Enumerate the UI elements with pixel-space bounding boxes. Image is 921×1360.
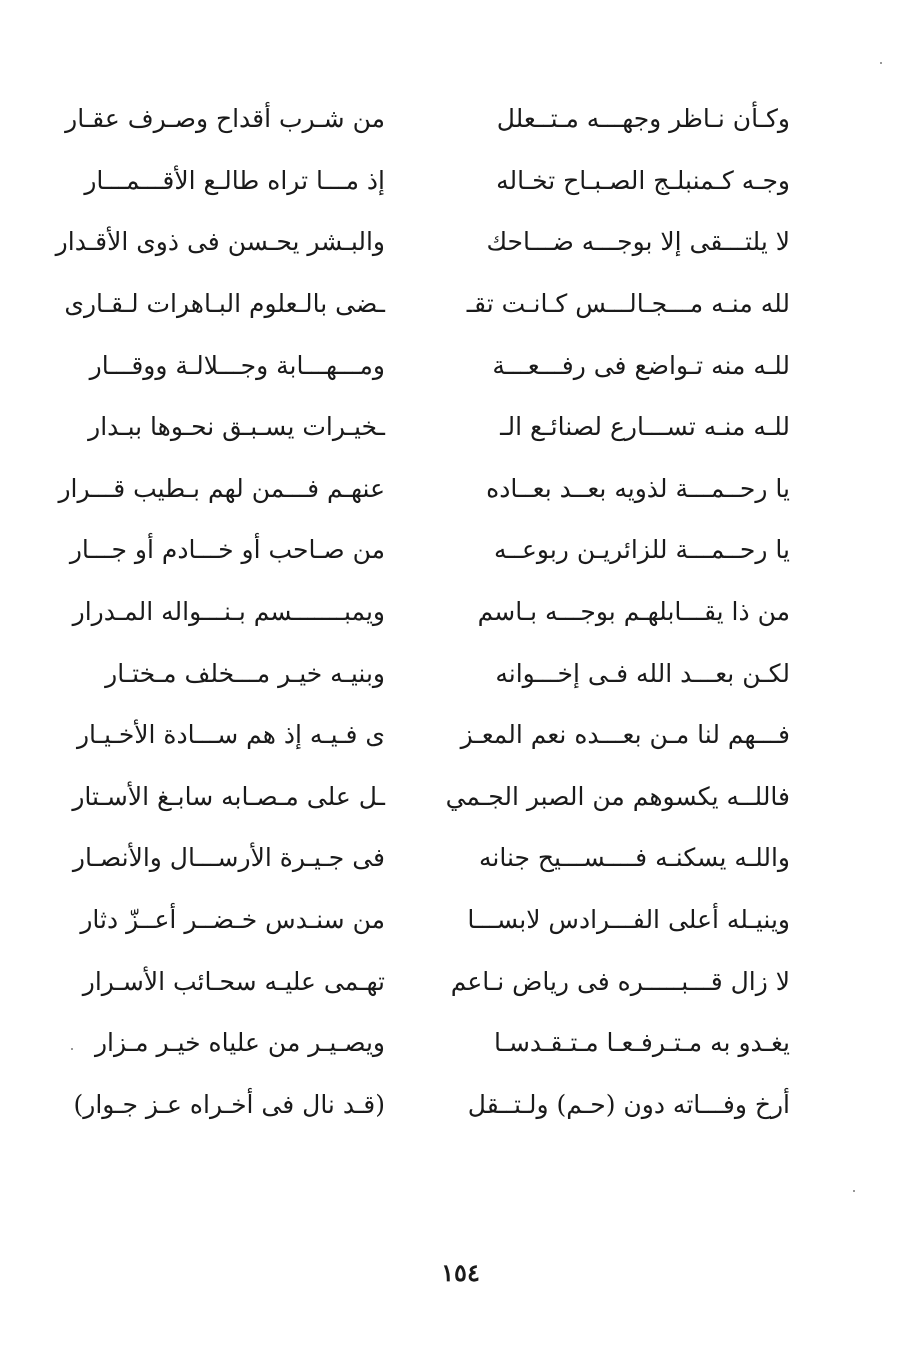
verse xyxy=(60,827,820,889)
verse-first-hemistich: من ذا يقـــابلهـم بوجـــه بـاسم xyxy=(477,597,790,627)
verse-first-hemistich: وكـأن نـاظر وجهـــه مـتــعلل xyxy=(496,104,790,134)
verse xyxy=(60,334,820,396)
verse xyxy=(60,766,820,828)
verse xyxy=(60,1074,820,1136)
verse-first-hemistich: للـه منه تـواضع فى رفـــعـــة xyxy=(492,350,790,380)
verse-second-hemistich: ـضى بالـعلوم البـاهرات لـقـارى xyxy=(64,289,385,319)
verse-first-hemistich: يغـدو به مـتـرفـعـا مـتـقـدسـا xyxy=(494,1028,790,1058)
verse-second-hemistich: وبنيـه خيـر مـــخلف مـختـار xyxy=(105,658,385,688)
verse-first-hemistich: أرخ وفـــاته دون (حـم) ولـتــقل xyxy=(467,1089,790,1119)
verse-first-hemistich: وينيـله أعلى الفـــرادس لابســـا xyxy=(467,905,790,935)
verse xyxy=(60,581,820,643)
verse xyxy=(60,396,820,458)
verse xyxy=(60,642,820,704)
verse xyxy=(55,211,820,273)
verse-second-hemistich: تهـمى عليـه سحـائب الأسـرار xyxy=(82,966,385,996)
verse-second-hemistich: ويصـيـر من علياه خيـر مـزار xyxy=(94,1028,385,1058)
verse xyxy=(60,273,820,335)
verse-second-hemistich: ـل على مـصـابه سابـغ الأسـتار xyxy=(72,781,385,811)
verse-first-hemistich: فاللــه يكسوهم من الصبر الجـمي xyxy=(445,781,790,811)
verse xyxy=(60,1012,820,1074)
verse xyxy=(60,88,820,150)
verse-second-hemistich: والبـشر يحـسن فى ذوى الأقـدار xyxy=(55,227,385,257)
verse-second-hemistich: من صـاحب أو خـــادم أو جـــار xyxy=(69,535,385,565)
verse-first-hemistich: لا يلتـــقى إلا بوجـــه ضـــاحك xyxy=(486,227,790,257)
verse xyxy=(60,704,820,766)
verse-second-hemistich: ويمبـــــــسم بـنـــواله المـدرار xyxy=(72,597,385,627)
verse-second-hemistich: (قـد نال فى أخـراه عـز جـوار) xyxy=(73,1089,385,1119)
scan-speck xyxy=(853,1190,855,1192)
verse-second-hemistich: من سنـدس خـضــر أعــزّ دثار xyxy=(80,905,385,935)
verse-second-hemistich: ومـــهـــابة وجـــلالـة ووقـــار xyxy=(89,350,385,380)
poem xyxy=(55,88,820,1135)
verse-first-hemistich: لله منـه مـــجـالـــس كـانـت تقـ xyxy=(466,289,790,319)
verse xyxy=(60,519,820,581)
verse-second-hemistich: إذ مـــا تراه طالـع الأقـــمـــار xyxy=(84,165,385,195)
verse xyxy=(60,150,820,212)
verse-second-hemistich: فى جـيـرة الأرســـال والأنصـار xyxy=(72,843,385,873)
verse-first-hemistich: واللـه يسكنـه فــــســـيح جنانه xyxy=(479,843,790,873)
verse-second-hemistich: ى فـيـه إذ هم ســـادة الأخـيـار xyxy=(76,720,385,750)
verse xyxy=(60,950,820,1012)
verse-first-hemistich: للـه منـه تســـارع لصنائـع الـ xyxy=(500,412,790,442)
verse xyxy=(60,889,820,951)
verse xyxy=(60,458,820,520)
verse-first-hemistich: لا زال قـــبـــــره فى رياض نـاعم xyxy=(450,966,790,996)
verse-second-hemistich: ـخيـرات يسـبـق نحـوها ببـدار xyxy=(88,412,385,442)
verse-second-hemistich: عنهـم فـــمن لهم بـطيب قـــرار xyxy=(58,473,385,503)
verse-first-hemistich: فـــهم لنا مـن بعـــده نعم المعـز xyxy=(460,720,790,750)
page-number: ١٥٤ xyxy=(441,1258,480,1287)
verse-second-hemistich: من شـرب أقداح وصـرف عقـار xyxy=(65,104,385,134)
scan-speck xyxy=(880,62,882,64)
verse-first-hemistich: وجـه كـمنبلـج الصـبـاح تخـاله xyxy=(496,165,790,195)
verse-first-hemistich: لكـن بعـــد الله فـى إخـــوانه xyxy=(495,658,790,688)
verse-first-hemistich: يا رحــمـــة للزائريـن ربوعــه xyxy=(493,535,790,565)
verse-first-hemistich: يا رحــمـــة لذويه بعــد بعــاده xyxy=(486,473,790,503)
